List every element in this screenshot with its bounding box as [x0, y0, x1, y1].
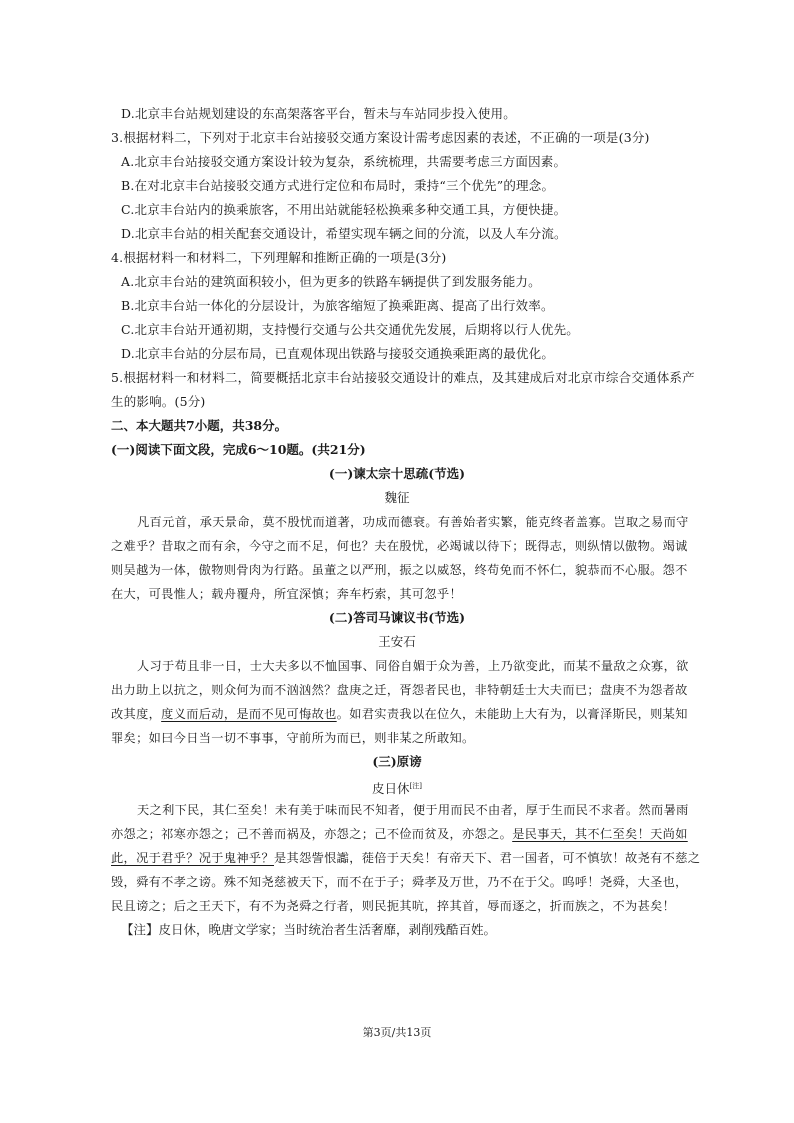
page-footer: 第3页/共13页 [362, 1026, 432, 1039]
passage1-line: 之难乎？昔取之而有余，今守之而不足，何也？夫在殷忧，必竭诚以待下；既得志，则纵情以傲物。竭诚 [111, 539, 688, 553]
q4-option-b: B.北京丰台站一体化的分层设计，为旅客缩短了换乘距离、提高了出行效率。 [121, 298, 554, 313]
q4-option-a: A.北京丰台站的建筑面积较小，但为更多的铁路车辆提供了到发服务能力。 [121, 274, 541, 289]
underlined-sentence: 此，况于君乎？况于鬼神乎？ [111, 851, 274, 865]
q2-option-d: D.北京丰台站规划建设的东高架落客平台，暂未与车站同步投入使用。 [121, 106, 516, 121]
passage2-line [111, 706, 688, 722]
passage1-line: 在大，可畏惟人；载舟覆舟，所宜深慎；奔车朽索，其可忽乎！ [111, 587, 463, 601]
passage2-line: 罪矣；如曰今日当一切不事事，守前所为而已，则非某之所敢知。 [111, 731, 475, 745]
passage3-line [111, 850, 700, 866]
passage3-line: 天之利下民，其仁至矣！未有美于味而民不知者，便于用而民不由者，厚于生而民不求者。然而暑雨 [137, 803, 689, 817]
passage2-line: 出力助上以抗之，则众何为而不汹汹然？盘庚之迁，胥怨者民也，非特朝廷士大夫而已；盘庚不为怨者故 [111, 683, 688, 697]
passage3-text: 是其怨訾恨讟，蓰倍于天矣！有帝天下、君一国者，可不慎欤！故尧有不慈之 [274, 851, 701, 865]
q4-stem: 4.根据材料一和材料二，下列理解和推断正确的一项是(3分) [111, 250, 447, 265]
passage2-author: 王安石 [378, 634, 416, 649]
passage1-title: (一)谏太宗十思疏(节选) [328, 466, 466, 481]
underlined-sentence: 是民事天，其不仁至矣！天尚如 [512, 827, 688, 841]
q3-option-a: A.北京丰台站接驳交通方案设计较为复杂，系统梳理，共需要考虑三方面因素。 [121, 154, 567, 169]
passage3-author-line [0, 778, 794, 797]
q3-option-c: C.北京丰台站内的换乘旅客，不用出站就能轻松换乘多种交通工具，方便快捷。 [121, 202, 567, 217]
section-heading: 二、本大题共7小题，共38分。 [111, 418, 288, 433]
passage2-line: 人习于苟且非一日，士大夫多以不恤国事、同俗自媚于众为善，上乃欲变此，而某不量敌之众寡，欲 [137, 659, 689, 673]
q5-stem-line2: 生的影响。(5分) [111, 394, 206, 409]
passage1-line: 凡百元首，承天景命，莫不殷忧而道著，功成而德衰。有善始者实繁，能克终者盖寡。岂取之易而守 [137, 515, 689, 529]
passage3-line: 毁，舜有不孝之谤。殊不知尧慈被天下，而不在于子；舜孝及万世，乃不在于父。呜呼！尧舜，大圣也， [111, 875, 688, 889]
q3-stem: 3.根据材料二，下列对于北京丰台站接驳交通方案设计需考虑因素的表述，不正确的一项是(3分) [111, 130, 650, 145]
passage2-text: 改其度， [111, 707, 162, 721]
q4-option-c: C.北京丰台站开通初期，支持慢行交通与公共交通优先发展，后期将以行人优先。 [121, 322, 579, 337]
section-subheading: (一)阅读下面文段，完成6～10题。(共21分) [111, 442, 366, 457]
passage3-note: 【注】皮日休，晚唐文学家；当时统治者生活奢靡，剥削残酷百姓。 [121, 922, 497, 937]
passage3-line: 民且谤之；后之王天下，有不为尧舜之行者，则民扼其吭，捽其首，辱而逐之，折而族之，不为甚矣！ [111, 899, 676, 913]
passage3-line [111, 826, 688, 842]
q3-option-d: D.北京丰台站的相关配套交通设计，希望实现车辆之间的分流，以及人车分流。 [121, 226, 567, 241]
passage1-author: 魏征 [384, 490, 410, 505]
q4-option-d: D.北京丰台站的分层布局，已直观体现出铁路与接驳交通换乘距离的最优化。 [121, 346, 555, 361]
underlined-sentence: 度义而后动，是而不见可悔故也 [161, 707, 337, 721]
q5-stem-line1: 5.根据材料一和材料二，简要概括北京丰台站接驳交通设计的难点，及其建成后对北京市综合交通体系产 [111, 370, 695, 385]
footnote-marker: [注] [409, 782, 422, 790]
passage2-title: (二)答司马谏议书(节选) [328, 610, 466, 625]
passage3-title: (三)原谤 [372, 754, 422, 769]
passage2-text: 。如君实责我以在位久，未能助上大有为，以膏泽斯民，则某知 [336, 707, 688, 721]
passage3-text: 亦怨之；祁寒亦怨之；己不善而祸及，亦怨之；己不俭而贫及，亦怨之。 [111, 827, 513, 841]
passage3-author: 皮日休 [372, 781, 410, 797]
q3-option-b: B.在对北京丰台站接驳交通方式进行定位和布局时，秉持“三个优先”的理念。 [121, 178, 555, 193]
passage1-line: 则吴越为一体，傲物则骨肉为行路。虽董之以严刑，振之以威怒，终苟免而不怀仁，貌恭而不心服。怨不 [111, 563, 688, 577]
